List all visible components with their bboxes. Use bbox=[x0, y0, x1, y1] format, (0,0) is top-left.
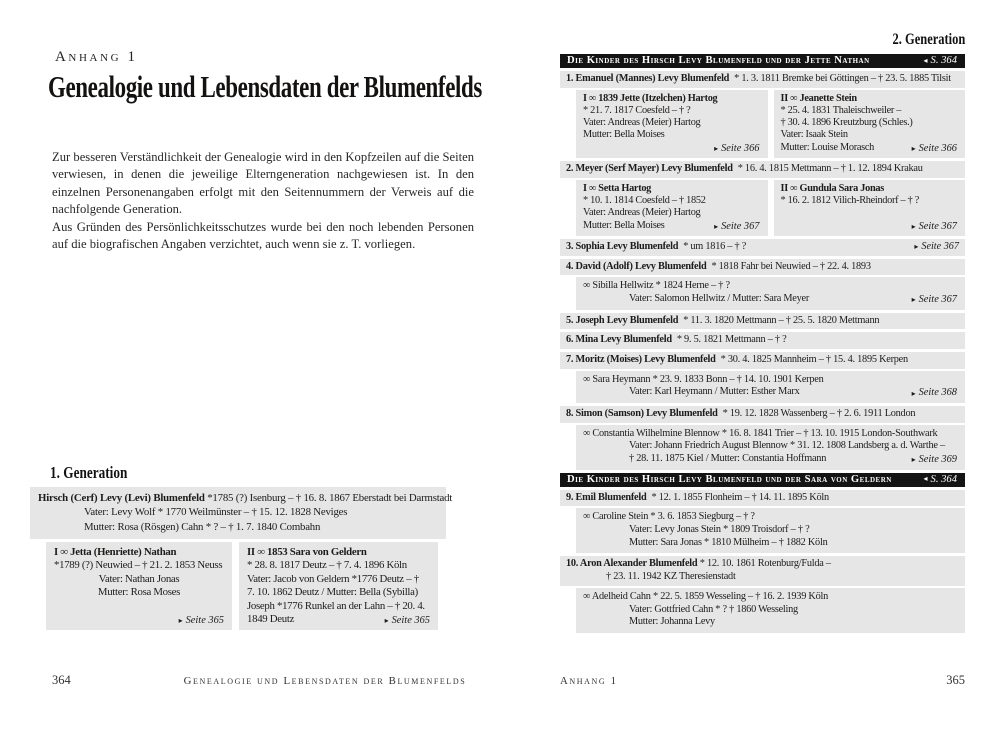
marriage-record-2 bbox=[239, 542, 438, 630]
marriage-line: † 30. 4. 1896 Kreutzburg (Schles.) bbox=[780, 117, 913, 129]
marriage-line: 7. 10. 1862 Deutz / Mutter: Bella (Sybilla) bbox=[247, 586, 418, 599]
entry-name: 4. David (Adolf) Levy Blumenfeld bbox=[566, 260, 707, 272]
entry-name: 9. Emil Blumenfeld bbox=[566, 491, 647, 503]
parents-line: Vater: Johann Friedrich August Blennow * 31. 12. 1808 Landsberg a. d. Warthe – bbox=[629, 440, 945, 452]
spouse-line: ∞ Sibilla Hellwitz * 1824 Herne – † ? bbox=[583, 280, 730, 292]
entry-dates: * 9. 5. 1821 Mettmann – † ? bbox=[676, 334, 787, 346]
section-header-title: Die Kinder des Hirsch Levy Blumenfeld und der Jette Nathan bbox=[567, 55, 870, 66]
entry-title-row bbox=[560, 259, 965, 276]
page-ref-arrow-icon: ▸ bbox=[911, 221, 916, 231]
intro-paragraph-1: Zur besseren Verständlichkeit der Genealogie wird in den Kopfzeilen auf die Seiten verwiesen, in denen die jeweilige Elterngeneration nachgewiesen ist. In den einzelnen Personenangaben erfolgt mit den Seitennummern der Verweis auf die nachfolgende Generation. bbox=[52, 150, 474, 217]
entry-name: 7. Moritz (Moises) Levy Blumenfeld bbox=[566, 353, 716, 365]
page-ref-arrow-icon: ▸ bbox=[911, 295, 916, 305]
parents-line: Vater: Karl Heymann / Mutter: Esther Marx bbox=[629, 386, 800, 398]
parents-line: Vater: Salomon Hellwitz / Mutter: Sara Meyer bbox=[629, 293, 810, 305]
parents-line: Vater: Levy Jonas Stein * 1809 Troisdorf – † ? bbox=[629, 523, 810, 535]
right-running-title: Anhang 1 bbox=[560, 675, 618, 687]
marriage-line: * 10. 1. 1814 Coesfeld – † 1852 bbox=[583, 194, 706, 206]
parents-line: † 28. 11. 1875 Kiel / Mutter: Constantia Hoffmann bbox=[629, 452, 827, 464]
section-back-reference bbox=[924, 55, 958, 66]
page-ref-label: Seite 367 bbox=[921, 240, 959, 252]
page-ref-arrow-icon: ▸ bbox=[911, 143, 916, 153]
back-ref-label: S. 364 bbox=[930, 55, 957, 66]
spouse-line: ∞ Sara Heymann * 23. 9. 1833 Bonn – † 14. 10. 1901 Kerpen bbox=[583, 373, 824, 385]
marriage-record-1 bbox=[46, 542, 232, 630]
entry-title-row bbox=[560, 406, 965, 423]
marriage-row bbox=[576, 90, 965, 158]
parents-line: Vater: Gottfried Cahn * ? † 1860 Wesseling bbox=[629, 603, 798, 615]
marriage-line: * 16. 2. 1812 Vilich-Rheindorf – † ? bbox=[780, 194, 920, 206]
entry-dates: * 1818 Fahr bei Neuwied – † 22. 4. 1893 bbox=[711, 260, 871, 272]
left-page-number: 364 bbox=[52, 673, 71, 687]
entry-name: 2. Meyer (Serf Mayer) Levy Blumenfeld bbox=[566, 163, 733, 175]
entry-title-line bbox=[566, 558, 959, 571]
genealogy-entry bbox=[560, 313, 965, 330]
entry-dates: * um 1816 – † ? bbox=[683, 241, 747, 253]
appendix-kicker: Anhang 1 bbox=[55, 49, 138, 65]
person-name: Hirsch (Cerf) Levy (Levi) Blumenfeld bbox=[38, 492, 205, 504]
page-ref-label: Seite 367 bbox=[721, 220, 760, 232]
marriage-record bbox=[576, 508, 965, 553]
marriage-line: Vater: Andreas (Meier) Hartog bbox=[583, 207, 701, 219]
person-dates: *1785 (?) Isenburg – † 16. 8. 1867 Eberstadt bei Darmstadt bbox=[207, 492, 453, 504]
page-ref-label: Seite 367 bbox=[918, 220, 957, 232]
marriage-record bbox=[576, 371, 965, 403]
person-mother: Mutter: Rosa (Rösgen) Cahn * ? – † 1. 7. 1840 Combahn bbox=[84, 520, 321, 533]
marriage-line: Mutter: Louise Morasch bbox=[780, 141, 874, 153]
marriage-line: Vater: Nathan Jonas bbox=[98, 572, 180, 585]
page-reference bbox=[914, 241, 959, 254]
page-ref-label: Seite 366 bbox=[721, 142, 760, 154]
section-header-bar bbox=[560, 54, 965, 68]
page-ref-arrow-icon: ▸ bbox=[911, 388, 916, 398]
page-ref-arrow-icon: ▸ bbox=[714, 221, 719, 231]
genealogy-entry bbox=[560, 490, 965, 554]
marriage-line: 1849 Deutz bbox=[247, 613, 295, 626]
marriage-header: I ∞ 1839 Jette (Itzelchen) Hartog bbox=[583, 92, 718, 104]
marriage-line: Vater: Isaak Stein bbox=[780, 129, 848, 141]
right-page-number: 365 bbox=[946, 673, 965, 687]
back-ref-arrow-icon: ◂ bbox=[923, 474, 928, 484]
marriage-row bbox=[576, 180, 965, 236]
page-ref-label: Seite 365 bbox=[185, 615, 224, 627]
page-reference bbox=[912, 387, 957, 400]
page-ref-arrow-icon: ▸ bbox=[714, 143, 719, 153]
marriage-record bbox=[576, 425, 965, 470]
marriage-line: Joseph *1776 Runkel an der Lahn – † 20. 4. bbox=[247, 599, 425, 612]
entry-title-row bbox=[560, 161, 965, 178]
person-record bbox=[30, 487, 453, 539]
intro-paragraph-2: Aus Gründen des Persönlichkeitsschutzes wurde bei den noch lebenden Personen auf die biografischen Angaben verzichtet, auch wenn sie z. T. vorliegen. bbox=[52, 219, 474, 252]
genealogy-entry bbox=[560, 556, 965, 633]
section-header-bar bbox=[560, 473, 965, 487]
page-ref-label: Seite 367 bbox=[918, 294, 957, 306]
marriage-record bbox=[576, 277, 965, 309]
right-page-footer bbox=[560, 673, 965, 688]
page-ref-arrow-icon: ▸ bbox=[178, 615, 183, 625]
entry-name: 5. Joseph Levy Blumenfeld bbox=[566, 314, 679, 326]
parents-line: Mutter: Sara Jonas * 1810 Mülheim – † 1882 Köln bbox=[629, 536, 828, 548]
person-name-line bbox=[38, 491, 453, 505]
entry-dates-line-2: † 23. 11. 1942 KZ Theresienstadt bbox=[606, 571, 736, 583]
marriage-row bbox=[46, 542, 438, 630]
marriage-line: * 21. 7. 1817 Coesfeld – † ? bbox=[583, 104, 691, 116]
marriage-line: Mutter: Bella Moises bbox=[583, 129, 665, 141]
marriage-header: I ∞ Jetta (Henriette) Nathan bbox=[54, 546, 177, 558]
page-reference bbox=[912, 454, 957, 467]
generation-1-heading: 1. Generation bbox=[50, 463, 128, 482]
left-running-title: Genealogie und Lebensdaten der Blumenfelds bbox=[183, 675, 467, 687]
marriage-line: Vater: Andreas (Meier) Hartog bbox=[583, 117, 701, 129]
entry-dates: * 12. 1. 1855 Flonheim – † 14. 11. 1895 Köln bbox=[651, 491, 829, 503]
page-reference bbox=[714, 221, 759, 233]
marriage-record bbox=[576, 588, 965, 633]
entry-title-row bbox=[560, 556, 965, 586]
marriage-header: II ∞ Jeanette Stein bbox=[780, 92, 857, 104]
genealogy-entry bbox=[560, 352, 965, 403]
marriage-header: I ∞ Setta Hartog bbox=[583, 182, 652, 194]
marriage-record-1 bbox=[576, 180, 768, 236]
genealogy-entry bbox=[560, 259, 965, 310]
back-ref-arrow-icon: ◂ bbox=[923, 55, 928, 65]
page-reference bbox=[912, 221, 957, 233]
entry-dates: * 30. 4. 1825 Mannheim – † 15. 4. 1895 Kerpen bbox=[720, 353, 908, 365]
genealogy-entry bbox=[560, 161, 965, 236]
entry-title-row bbox=[560, 352, 965, 369]
right-page-content bbox=[560, 54, 965, 633]
spouse-line: ∞ Caroline Stein * 3. 6. 1853 Siegburg – † ? bbox=[583, 511, 755, 523]
entry-name: 10. Aron Alexander Blumenfeld bbox=[566, 558, 698, 570]
marriage-line: Vater: Jacob von Geldern *1776 Deutz – † bbox=[247, 572, 419, 585]
page-ref-label: Seite 365 bbox=[391, 615, 430, 627]
marriage-record-1 bbox=[576, 90, 768, 158]
generation-2-heading: 2. Generation bbox=[892, 31, 965, 48]
section-back-reference bbox=[924, 474, 958, 485]
genealogy-entry bbox=[560, 332, 965, 349]
section-header-title: Die Kinder des Hirsch Levy Blumenfeld und der Sara von Geldern bbox=[567, 473, 892, 485]
marriage-record-2 bbox=[774, 90, 966, 158]
page-ref-arrow-icon: ▸ bbox=[384, 615, 389, 625]
entry-dates: * 12. 10. 1861 Rotenburg/Fulda – bbox=[699, 558, 831, 570]
page-reference bbox=[912, 294, 957, 307]
marriage-header: II ∞ 1853 Sara von Geldern bbox=[247, 546, 367, 558]
entry-title-row bbox=[560, 71, 965, 88]
marriage-line: * 25. 4. 1831 Thaleischweiler – bbox=[780, 104, 902, 116]
intro-text bbox=[52, 149, 474, 253]
entry-dates: * 1. 3. 1811 Bremke bei Göttingen – † 23. 5. 1885 Tilsit bbox=[734, 73, 951, 84]
page-reference bbox=[912, 143, 957, 155]
entry-title-row bbox=[560, 490, 965, 507]
entry-name: 6. Mina Levy Blumenfeld bbox=[566, 334, 672, 346]
page-ref-arrow-icon: ▸ bbox=[914, 242, 919, 252]
page-ref-label: Seite 368 bbox=[918, 387, 957, 399]
entry-dates: * 19. 12. 1828 Wassenberg – † 2. 6. 1911 London bbox=[722, 407, 916, 419]
marriage-record-2 bbox=[774, 180, 966, 236]
entry-dates: * 11. 3. 1820 Mettmann – † 25. 5. 1820 Mettmann bbox=[683, 314, 880, 326]
genealogy-entry bbox=[560, 406, 965, 470]
entry-name: 8. Simon (Samson) Levy Blumenfeld bbox=[566, 407, 718, 419]
person-father: Vater: Levy Wolf * 1770 Weilmünster – † 15. 12. 1828 Neviges bbox=[84, 506, 348, 519]
page-reference bbox=[179, 614, 224, 627]
marriage-header: II ∞ Gundula Sara Jonas bbox=[780, 182, 884, 194]
entry-name: 1. Emanuel (Mannes) Levy Blumenfeld bbox=[566, 73, 730, 84]
page-ref-arrow-icon: ▸ bbox=[911, 455, 916, 465]
marriage-line: Mutter: Rosa Moses bbox=[97, 586, 181, 599]
spouse-line: ∞ Adelheid Cahn * 22. 5. 1859 Wesseling – † 16. 2. 1939 Köln bbox=[583, 590, 829, 602]
page-ref-label: Seite 369 bbox=[918, 453, 957, 465]
entry-dates: * 16. 4. 1815 Mettmann – † 1. 12. 1894 Krakau bbox=[737, 163, 923, 175]
entry-name: 3. Sophia Levy Blumenfeld bbox=[566, 241, 679, 253]
page-reference bbox=[714, 143, 759, 155]
page-reference bbox=[385, 614, 430, 627]
genealogy-entry bbox=[560, 71, 965, 158]
spouse-line: ∞ Constantia Wilhelmine Blennow * 16. 8. 1841 Trier – † 13. 10. 1915 London-Southwark bbox=[583, 427, 938, 439]
back-ref-label: S. 364 bbox=[930, 473, 957, 485]
marriage-line: * 28. 8. 1817 Deutz – † 7. 4. 1896 Köln bbox=[247, 559, 407, 572]
page-ref-label: Seite 366 bbox=[918, 142, 957, 154]
genealogy-entry bbox=[560, 239, 965, 256]
parents-line: Mutter: Johanna Levy bbox=[629, 616, 715, 628]
marriage-line: *1789 (?) Neuwied – † 21. 2. 1853 Neuss bbox=[54, 559, 223, 572]
chapter-title: Genealogie und Lebensdaten der Blumenfelds bbox=[48, 69, 482, 104]
generation-2-heading-wrap bbox=[560, 31, 965, 49]
marriage-line: Mutter: Bella Moises bbox=[583, 219, 665, 231]
